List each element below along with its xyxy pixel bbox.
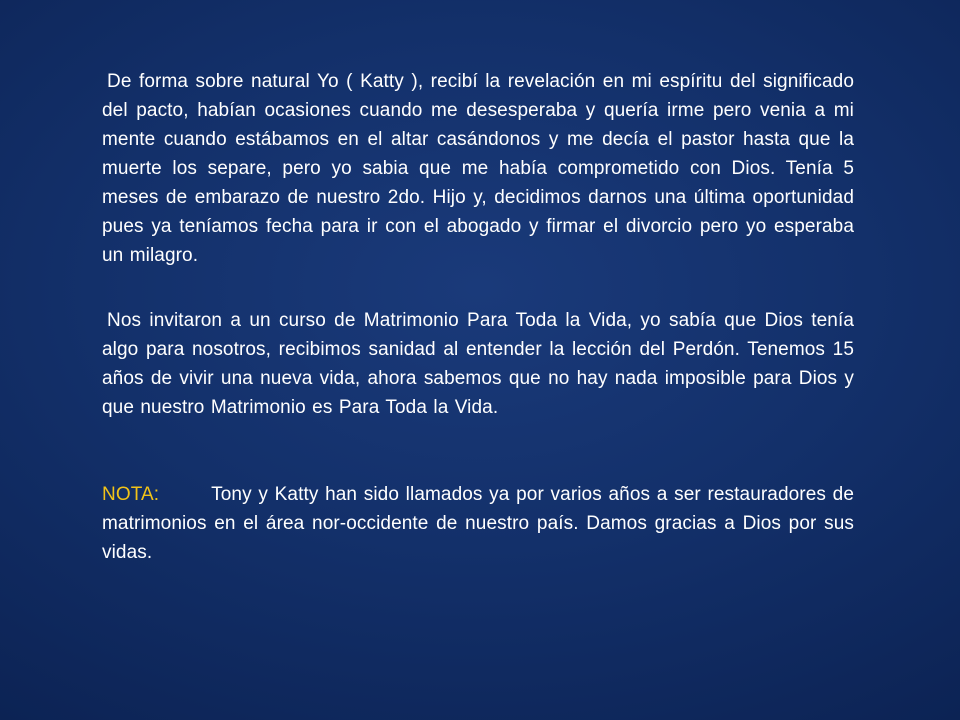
- paragraph-testimony: [102, 67, 854, 270]
- paragraph-testimony-text: De forma sobre natural Yo ( Katty ), recibí la revelación en mi espíritu del significado del pacto, habían ocasiones cuando me desesperaba y quería irme pero venia a mi mente cuando estábamos en el altar casándonos y me decía el pastor hasta que la muerte los separe, pero yo sabia que me había comprometido con Dios. Tenía 5 meses de embarazo de nuestro 2do. Hijo y, decidimos darnos una última oportunidad pues ya teníamos fecha para ir con el abogado y firmar el divorcio pero yo esperaba un milagro.: [102, 71, 854, 266]
- paragraph-course-text: Nos invitaron a un curso de Matrimonio Para Toda la Vida, yo sabía que Dios tenía algo para nosotros, recibimos sanidad al entender la lección del Perdón. Tenemos 15 años de vivir una nueva vida, ahora sabemos que no hay nada imposible para Dios y que nuestro Matrimonio es Para Toda la Vida.: [102, 310, 854, 418]
- paragraph-nota-text: Tony y Katty han sido llamados ya por varios años a ser restauradores de matrimonios en el área nor-occidente de nuestro país. Damos gracias a Dios por sus vidas.: [102, 484, 854, 563]
- paragraph-course: [102, 306, 854, 422]
- paragraph-nota: [102, 480, 854, 567]
- nota-label: NOTA:: [102, 484, 160, 505]
